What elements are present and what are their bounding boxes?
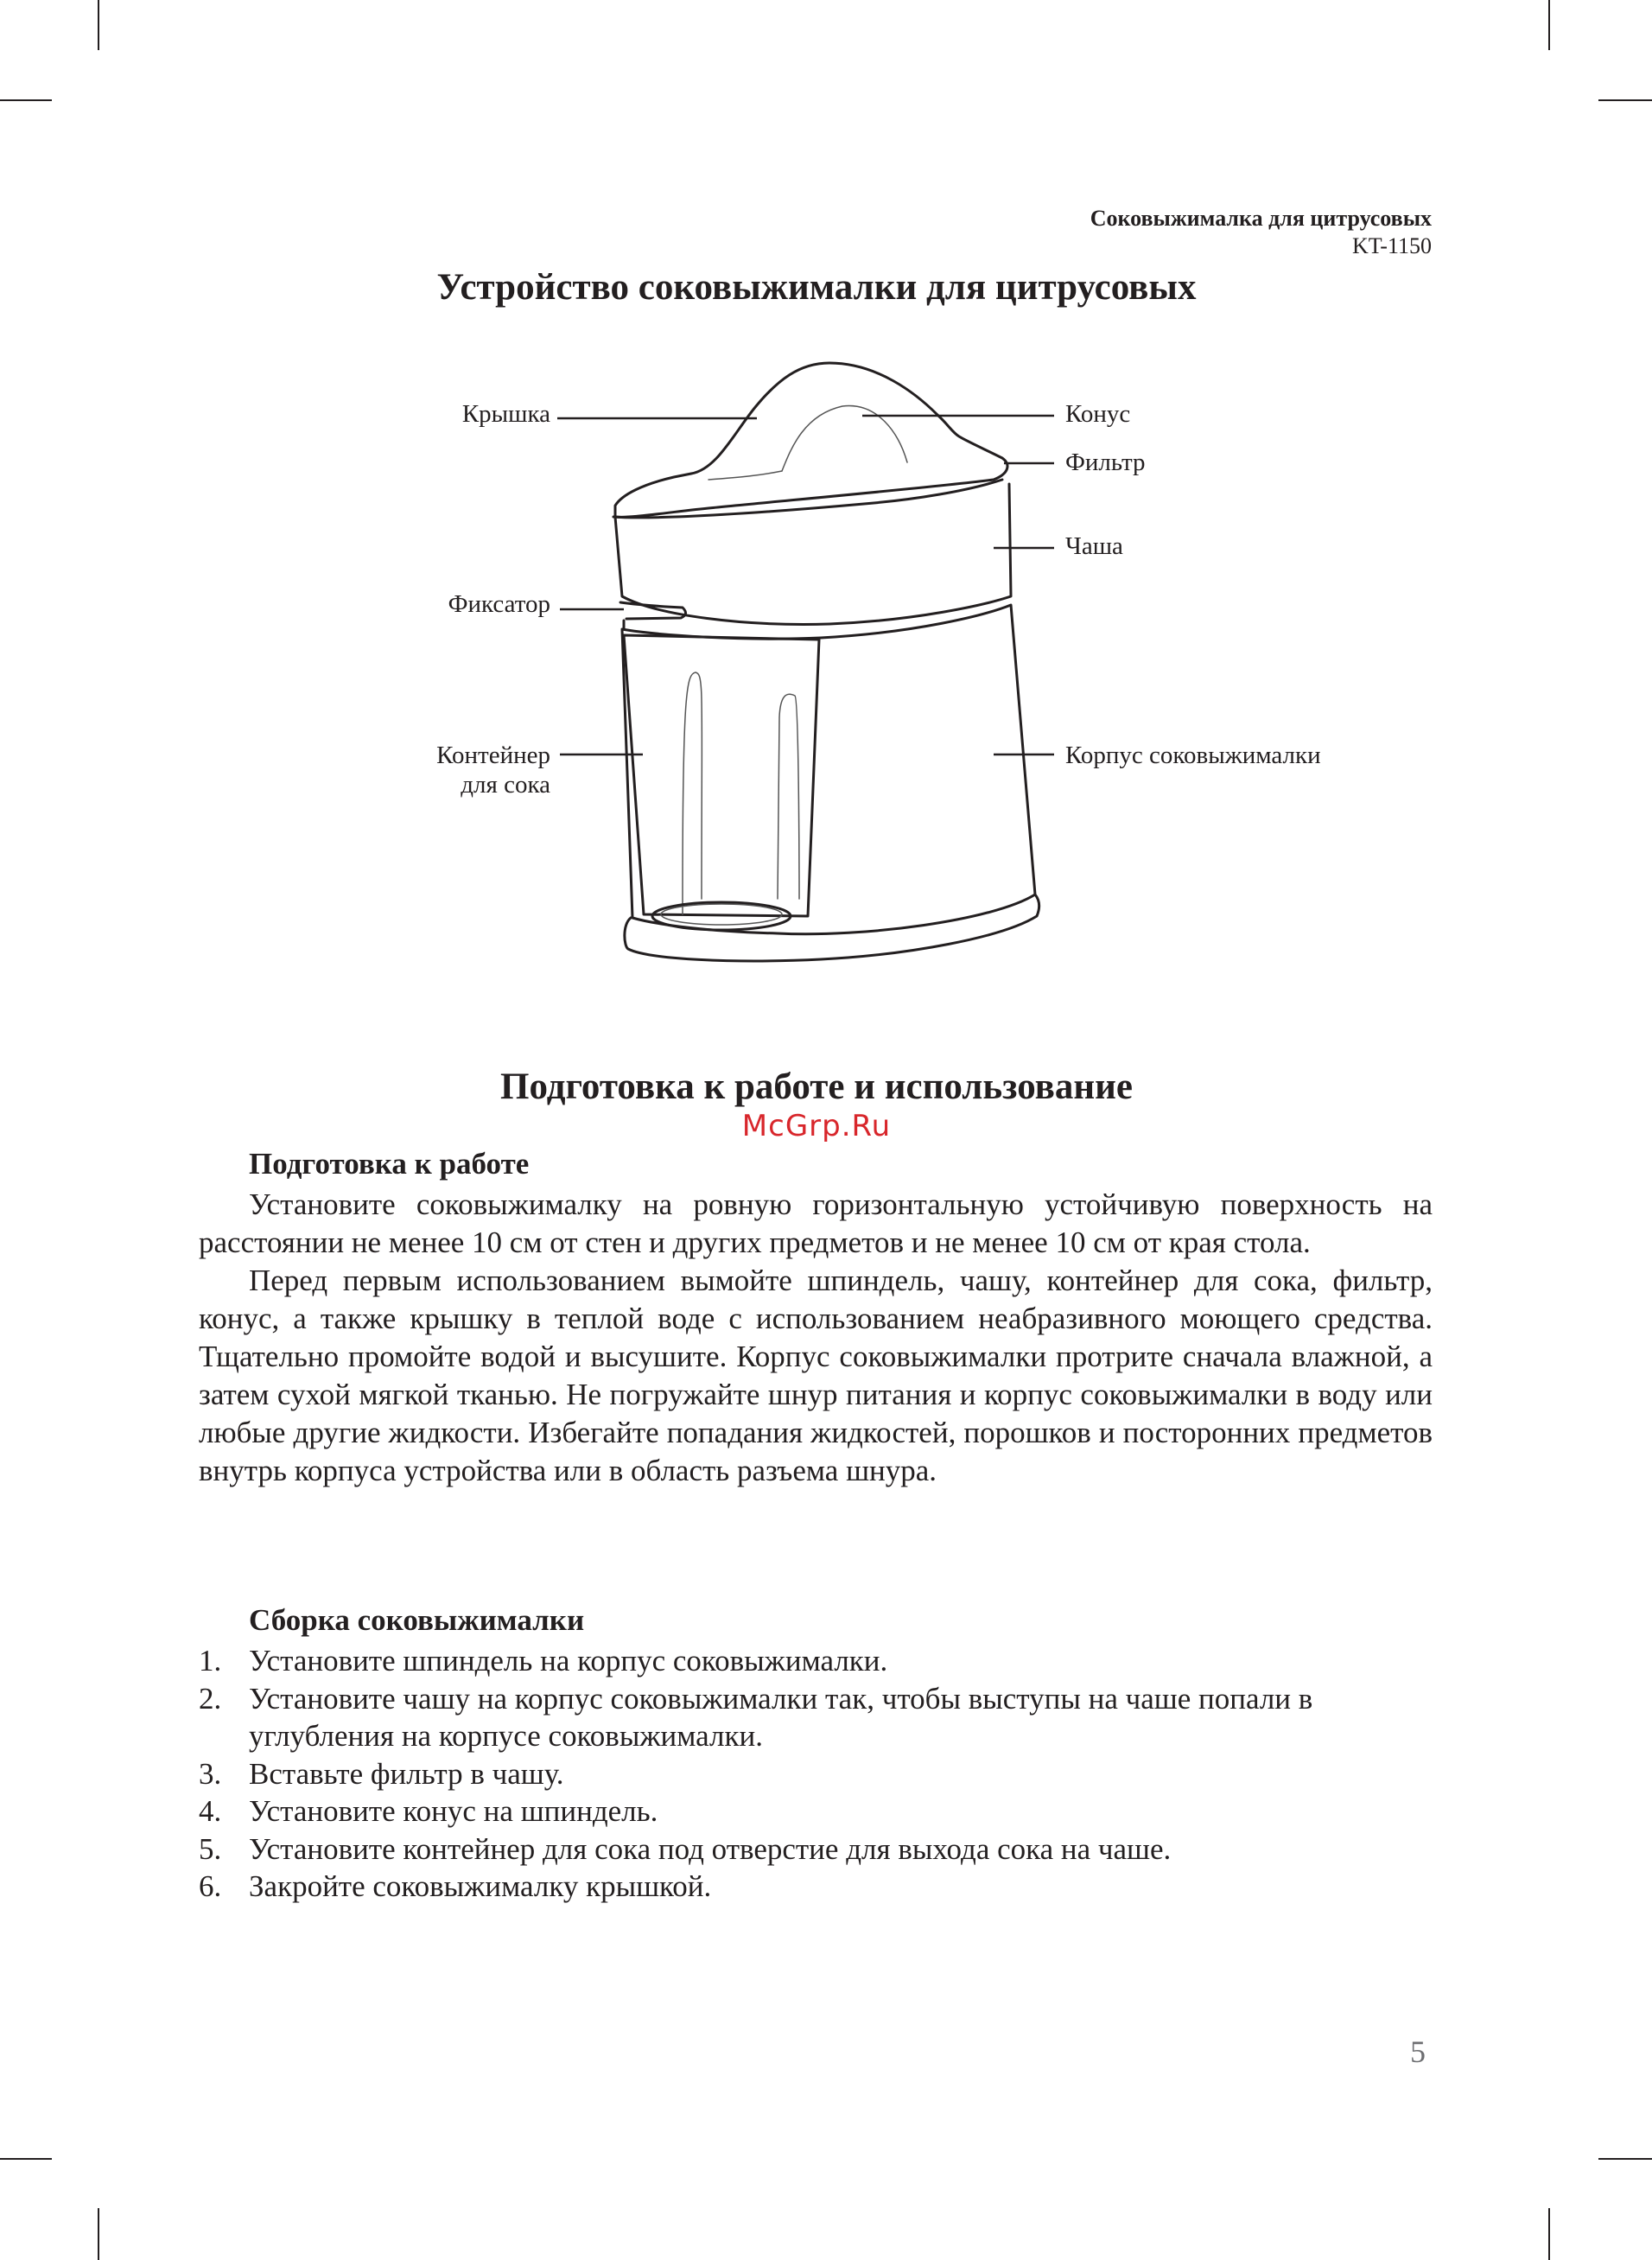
step-text: Закройте соковыжималку крышкой. <box>249 1869 712 1903</box>
assembly-step <box>199 1830 1433 1868</box>
crop-mark <box>1598 99 1652 101</box>
prep-paragraph-1: Установите соковыжималку на ровную горизонтальную устойчивую поверхность на расстоянии не менее 10 см от стен и других предметов и не менее 10 см от края стола. <box>199 1187 1433 1259</box>
assembly-step <box>199 1680 1433 1755</box>
prep-section-title: Подготовка к работе и использование <box>500 1066 1133 1107</box>
label-container-line1: Контейнер <box>436 742 550 769</box>
latch-outline <box>620 602 686 619</box>
step-number: 5. <box>199 1831 222 1866</box>
step-number: 1. <box>199 1644 222 1677</box>
step-text: Установите конус на шпиндель. <box>249 1794 658 1828</box>
step-text: Установите контейнер для сока под отверстие для выхода сока на чаше. <box>249 1831 1172 1866</box>
prep-subtitle: Подготовка к работе <box>249 1147 530 1181</box>
step-number: 6. <box>199 1869 222 1903</box>
label-cone: Конус <box>1065 400 1131 428</box>
assembly-steps <box>199 1642 1433 1906</box>
crop-mark <box>1548 0 1550 50</box>
step-text: Вставьте фильтр в чашу. <box>249 1756 564 1791</box>
header-model-number: KT-1150 <box>1352 233 1432 258</box>
label-container-line2: для сока <box>461 771 550 799</box>
crop-mark <box>1598 2158 1652 2160</box>
label-lid: Крышка <box>461 400 550 428</box>
bowl-outline <box>615 484 1011 624</box>
device-section-title: Устройство соковыжималки для цитрусовых <box>436 267 1197 308</box>
assembly-step <box>199 1755 1433 1793</box>
step-number: 3. <box>199 1756 222 1791</box>
label-filter: Фильтр <box>1065 449 1146 476</box>
assembly-step <box>199 1868 1433 1906</box>
juicer-diagram <box>0 341 1652 998</box>
step-text: Установите шпиндель на корпус соковыжималки. <box>249 1644 888 1677</box>
crop-mark <box>98 0 99 50</box>
crop-mark <box>0 2158 52 2160</box>
step-number: 4. <box>199 1794 222 1828</box>
header-product-name: Соковыжималка для цитрусовых <box>1090 206 1432 231</box>
crop-mark <box>98 2208 99 2260</box>
step-number: 2. <box>199 1681 222 1716</box>
crop-mark <box>0 99 52 101</box>
label-latch: Фиксатор <box>448 590 550 618</box>
crop-mark <box>1548 2208 1550 2260</box>
assembly-step <box>199 1792 1433 1830</box>
step-text: Установите чашу на корпус соковыжималки так, чтобы выступы на чаше попали в углубления на корпусе соковыжималки. <box>249 1681 1313 1753</box>
prep-paragraph-2: Перед первым использованием вымойте шпиндель, чашу, контейнер для сока, фильтр, конус, а также крышку в теплой воде с использованием неабразивного моющего средства. Тщательно промойте водой и высушите. Корпус соковыжималки протрите сначала влажной, а затем сухой мягкой тканью. Не погружайте шнур питания и корпус соковыжималки в воду или любые другие жидкости. Избегайте попадания жидкостей, порошков и посторонних предметов внутрь корпуса устройства или в область разъема шнура. <box>199 1264 1433 1487</box>
assembly-step <box>199 1642 1433 1680</box>
assembly-title: Сборка соковыжималки <box>249 1603 585 1637</box>
label-bowl: Чаша <box>1065 532 1123 560</box>
label-body: Корпус соковыжималки <box>1065 742 1321 769</box>
page-number: 5 <box>1410 2034 1426 2069</box>
watermark: McGrp.Ru <box>741 1109 892 1143</box>
prep-paragraphs <box>199 1186 1433 1490</box>
container-outline <box>624 635 819 916</box>
